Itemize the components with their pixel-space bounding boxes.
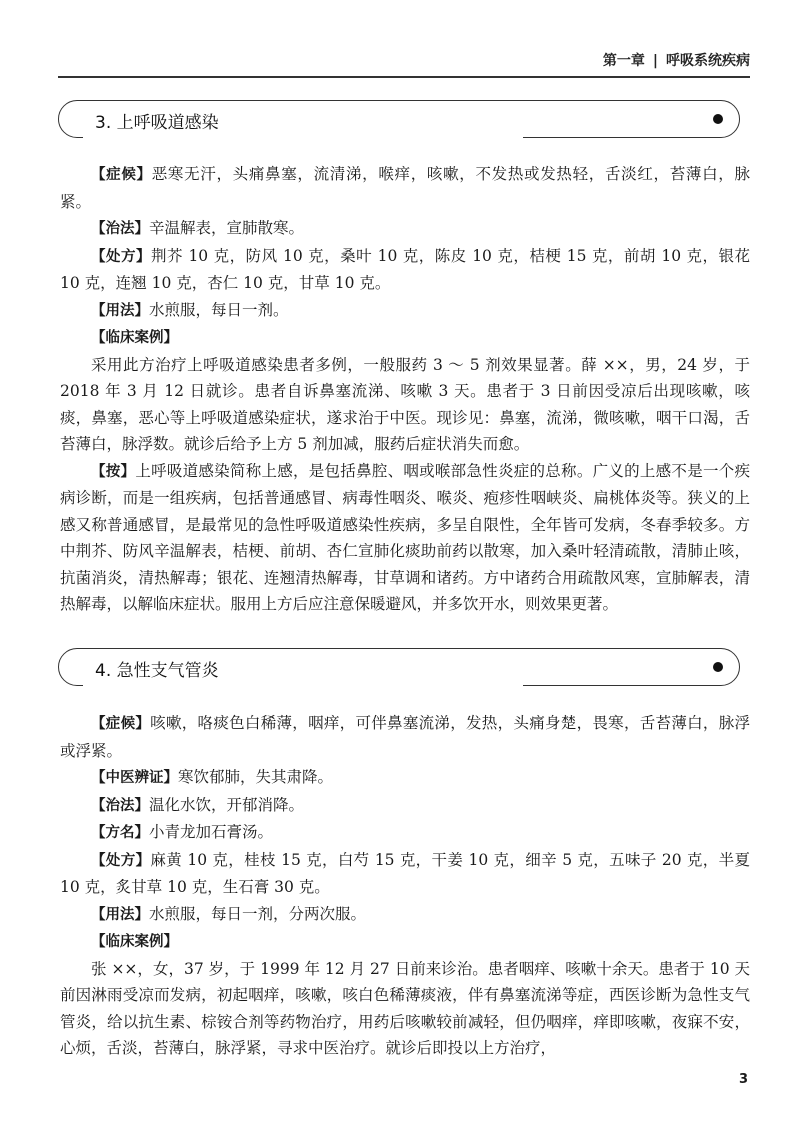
prescription-paragraph [60,243,750,297]
header-rule [58,76,750,78]
header-separator: | [652,53,658,69]
prescription-text: 荆芥 10 克，防风 10 克，桑叶 10 克，陈皮 10 克，桔梗 15 克，前胡 10 克，银花 10 克，连翘 10 克，杏仁 10 克，甘草 10 克。 [60,246,751,292]
case-heading-paragraph [60,928,750,956]
bullet-dot-icon [713,662,723,672]
usage-label: 【用法】 [91,906,149,923]
symptoms-label: 【症候】 [91,167,152,183]
case-paragraph: 采用此方治疗上呼吸道感染患者多例，一般服药 3 ～ 5 剂效果显著。薛 ××，男，24 岁，于 2018 年 3 月 12 日就诊。患者自诉鼻塞流涕、咳嗽 3 天。患者于 3 日前因受凉后出现咳嗽，咳痰，鼻塞，恶心等上呼吸道感染症状，遂求治于中医。现诊见：鼻塞，流涕，微咳嗽，咽干口渴，舌苔薄白，脉浮数。就诊后给予上方 5 剂加减，服药后症状消失而愈。 [60,355,750,453]
heading-frame-gap [83,134,523,140]
prescription-label: 【处方】 [91,248,152,265]
usage-text: 水煎服，每日一剂，分两次服。 [149,904,367,923]
running-header [603,50,750,70]
section-3-title: 3. 上呼吸道感染 [95,113,219,133]
usage-text: 水煎服，每日一剂。 [149,300,289,319]
formula-text: 小青龙加石膏汤。 [149,823,274,841]
treatment-text: 辛温解表，宣肺散寒。 [149,219,305,237]
usage-label: 【用法】 [91,302,149,319]
chapter-title: 呼吸系统疾病 [666,53,750,69]
usage-paragraph [60,901,750,929]
case-label: 【临床案例】 [91,934,178,950]
symptoms-label: 【症候】 [91,716,151,732]
section-3-body [60,161,750,618]
page-number: 3 [738,1072,748,1087]
symptoms-text: 咳嗽，咯痰色白稀薄，咽痒，可伴鼻塞流涕，发热，头痛身楚，畏寒，舌苔薄白，脉浮或浮紧。 [60,714,750,760]
case-label: 【临床案例】 [91,330,178,346]
bullet-dot-icon [713,114,723,124]
section-4-heading [58,648,740,686]
section-4-body [60,710,750,1062]
formula-paragraph [60,819,750,847]
section-3-heading [58,100,740,138]
treatment-paragraph [60,792,750,820]
prescription-paragraph [60,847,750,901]
treatment-label: 【治法】 [91,221,149,237]
usage-paragraph [60,297,750,325]
case-paragraph: 张 ××，女，37 岁，于 1999 年 12 月 27 日前来诊治。患者咽痒、咳嗽十余天。患者于 10 天前因淋雨受凉而发病，初起咽痒，咳嗽，咳白色稀薄痰液，伴有鼻塞流涕等症，西医诊断为急性支气管炎，给以抗生素、棕铵合剂等药物治疗，用药后咳嗽较前减轻，但仍咽痒，痒即咳嗽，夜寐不安，心烦，舌淡，苔薄白，脉浮紧，寻求中医治疗。就诊后即投以上方治疗， [60,959,750,1057]
section-4-title: 4. 急性支气管炎 [95,661,219,681]
diagnosis-label: 【中医辨证】 [91,770,178,786]
treatment-paragraph [60,215,750,243]
chapter-label: 第一章 [602,53,645,69]
diagnosis-text: 寒饮郁肺，失其肃降。 [178,768,334,786]
note-text: 上呼吸道感染简称上感，是包括鼻腔、咽或喉部急性炎症的总称。广义的上感不是一个疾病诊断，而是一组疾病，包括普通感冒、病毒性咽炎、喉炎、疱疹性咽峡炎、扁桃体炎等。狭义的上感又称普通感冒，是最常见的急性呼吸道感染性疾病，多呈自限性，全年皆可发病，冬春季较多。方中荆芥、防风辛温解表，桔梗、前胡、杏仁宣肺化痰助前药以散寒，加入桑叶轻清疏散，清肺止咳，抗菌消炎，清热解毒；银花、连翘清热解毒，甘草调和诸药。方中诸药合用疏散风寒，宣肺解表，清热解毒，以解临床症状。服用上方后应注意保暖避风，并多饮开水，则效果更著。 [60,461,750,613]
formula-label: 【方名】 [91,825,149,841]
symptoms-paragraph [60,161,750,215]
symptoms-text: 恶寒无汗，头痛鼻塞，流清涕，喉痒，咳嗽，不发热或发热轻，舌淡红，苔薄白，脉紧。 [60,165,750,211]
prescription-text: 麻黄 10 克，桂枝 15 克，白芍 15 克，干姜 10 克，细辛 5 克，五味子 20 克，半夏 10 克，炙甘草 10 克，生石膏 30 克。 [60,850,750,896]
prescription-label: 【处方】 [91,852,151,869]
case-heading-paragraph [60,324,750,352]
note-paragraph [60,458,750,618]
symptoms-paragraph [60,710,750,764]
diagnosis-paragraph [60,764,750,792]
note-label: 【按】 [91,463,136,480]
heading-frame-gap [83,682,523,688]
treatment-label: 【治法】 [91,797,149,814]
treatment-text: 温化水饮，开郁消降。 [149,795,305,814]
